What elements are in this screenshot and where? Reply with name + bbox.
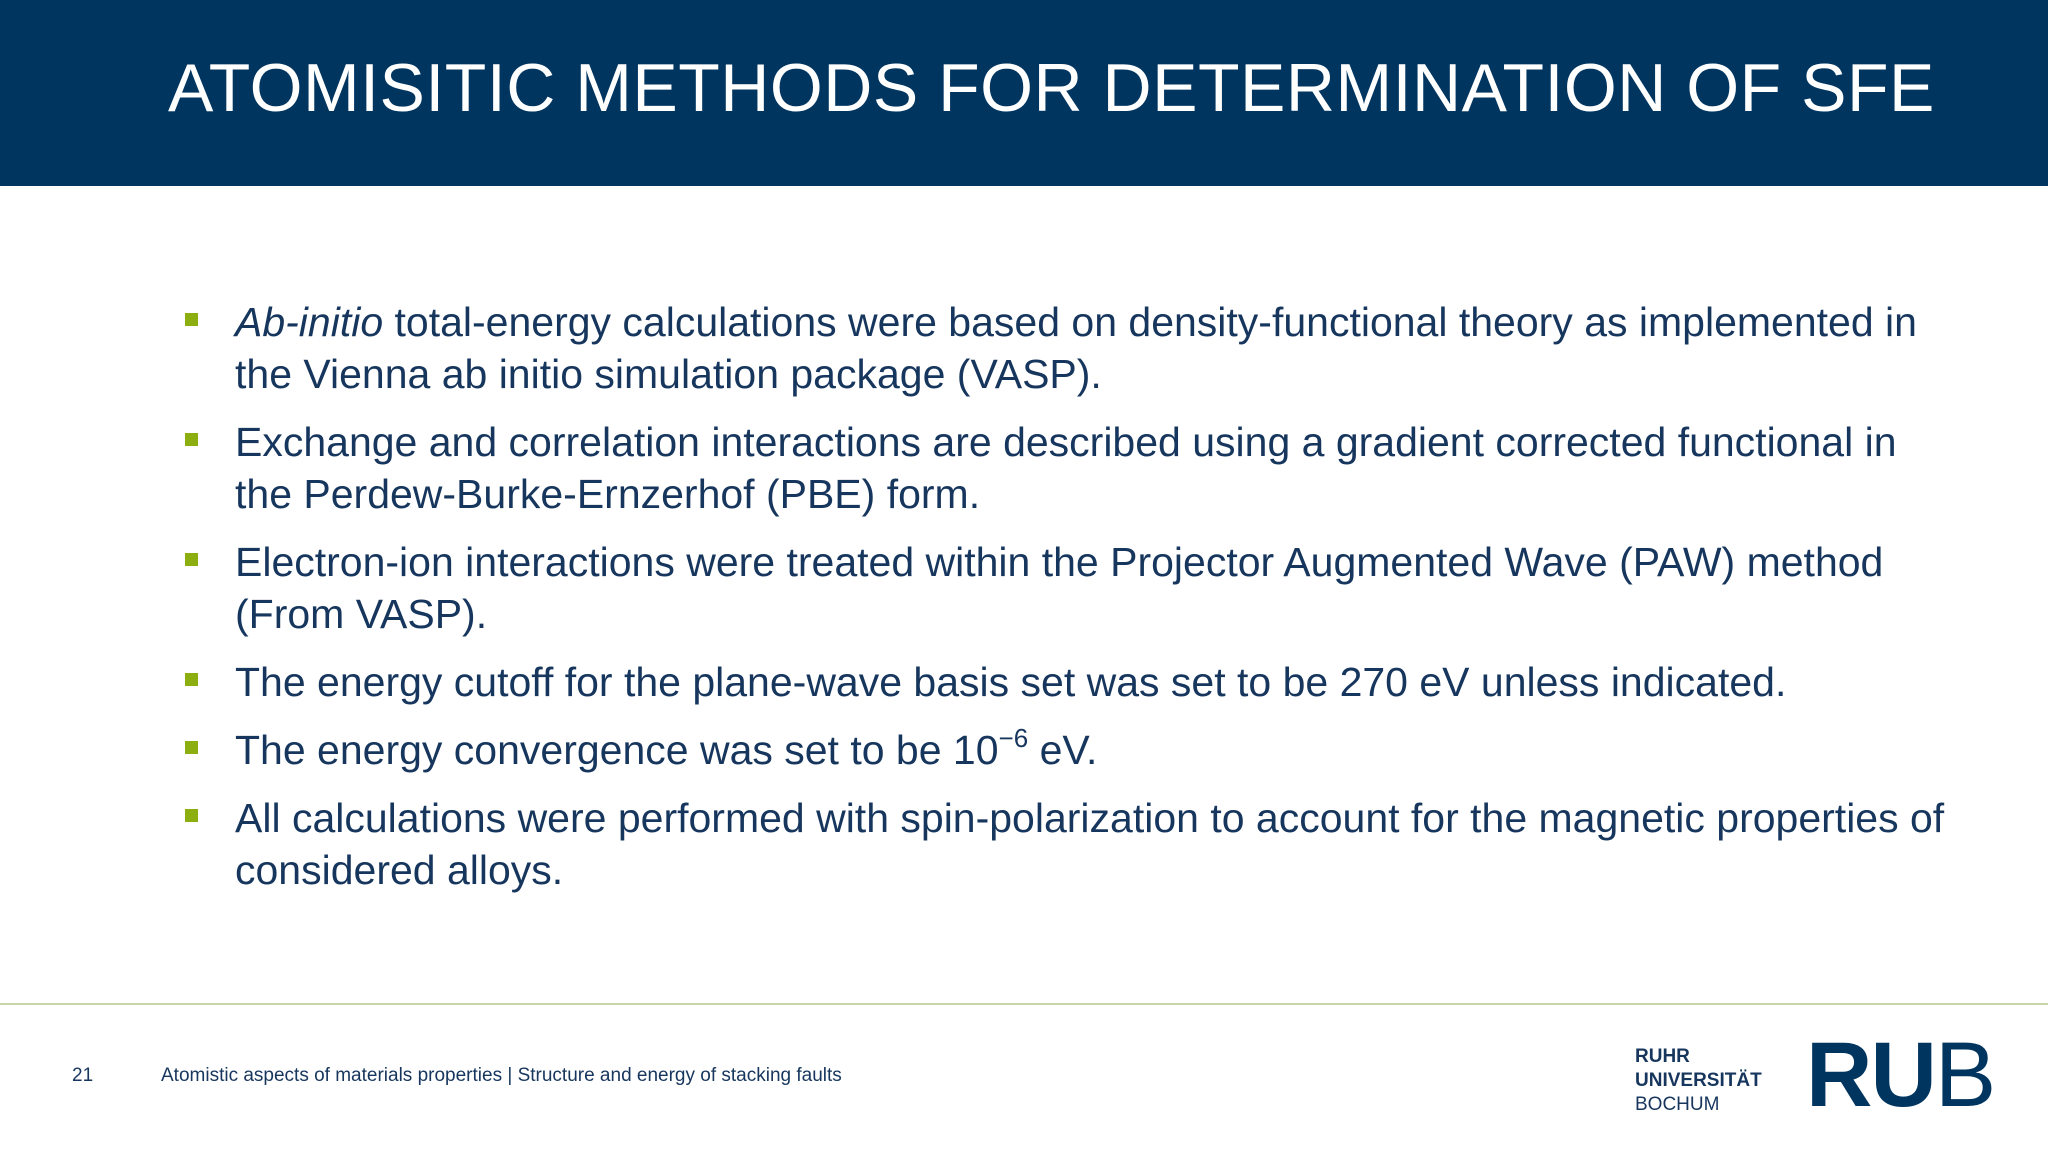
exponent: −6 [998,723,1029,753]
slide-title: ATOMISITIC METHODS FOR DETERMINATION OF SFE [168,50,1935,126]
bullet-item [183,724,1963,776]
bullet-square-icon [185,313,198,326]
bullet-square-icon [185,673,198,686]
page-number: 21 [72,1065,94,1086]
footer-text: Atomistic aspects of materials properties | Structure and energy of stacking faults [161,1065,842,1086]
bullet-square-icon [185,809,198,822]
rub-logo-bold: RU [1806,1024,1935,1126]
bullet-text-body: The energy convergence was set to be 10 [235,727,999,773]
university-name [1635,1045,1762,1117]
university-name-line2: UNIVERSITÄT [1635,1070,1762,1091]
bullet-text: Exchange and correlation interactions are described using a gradient corrected functional in the Perdew-Burke-Ernzerhof (PBE) form. [235,419,1897,517]
bullet-text: Electron-ion interactions were treated within the Projector Augmented Wave (PAW) method (From VASP). [235,539,1884,637]
bullet-item [183,296,1963,400]
bullet-text-unit: eV. [1028,727,1098,773]
bullet-italic-term: Ab-initio [235,299,384,345]
bullet-text [235,724,1963,776]
university-name-line3: BOCHUM [1635,1094,1720,1115]
university-name-line1: RUHR [1635,1046,1690,1067]
title-bar [0,0,2048,186]
rub-logo-light: B [1934,1024,1995,1126]
bullet-text: The energy cutoff for the plane-wave basis set was set to be 270 eV unless indicated. [235,659,1787,705]
footer-divider [0,1003,2048,1005]
bullet-text [235,296,1963,400]
bullet-square-icon [185,433,198,446]
bullet-text-body: total-energy calculations were based on density-functional theory as implemented in the Vienna ab initio simulation package (VASP). [235,299,1917,397]
bullet-item [183,536,1963,640]
bullet-square-icon [185,741,198,754]
bullet-item [183,416,1963,520]
rub-logo [1806,1024,1995,1126]
bullet-list [183,296,1963,912]
bullet-text: All calculations were performed with spin-polarization to account for the magnetic properties of considered alloys. [235,795,1945,893]
bullet-item [183,656,1963,708]
bullet-item [183,792,1963,896]
bullet-square-icon [185,553,198,566]
